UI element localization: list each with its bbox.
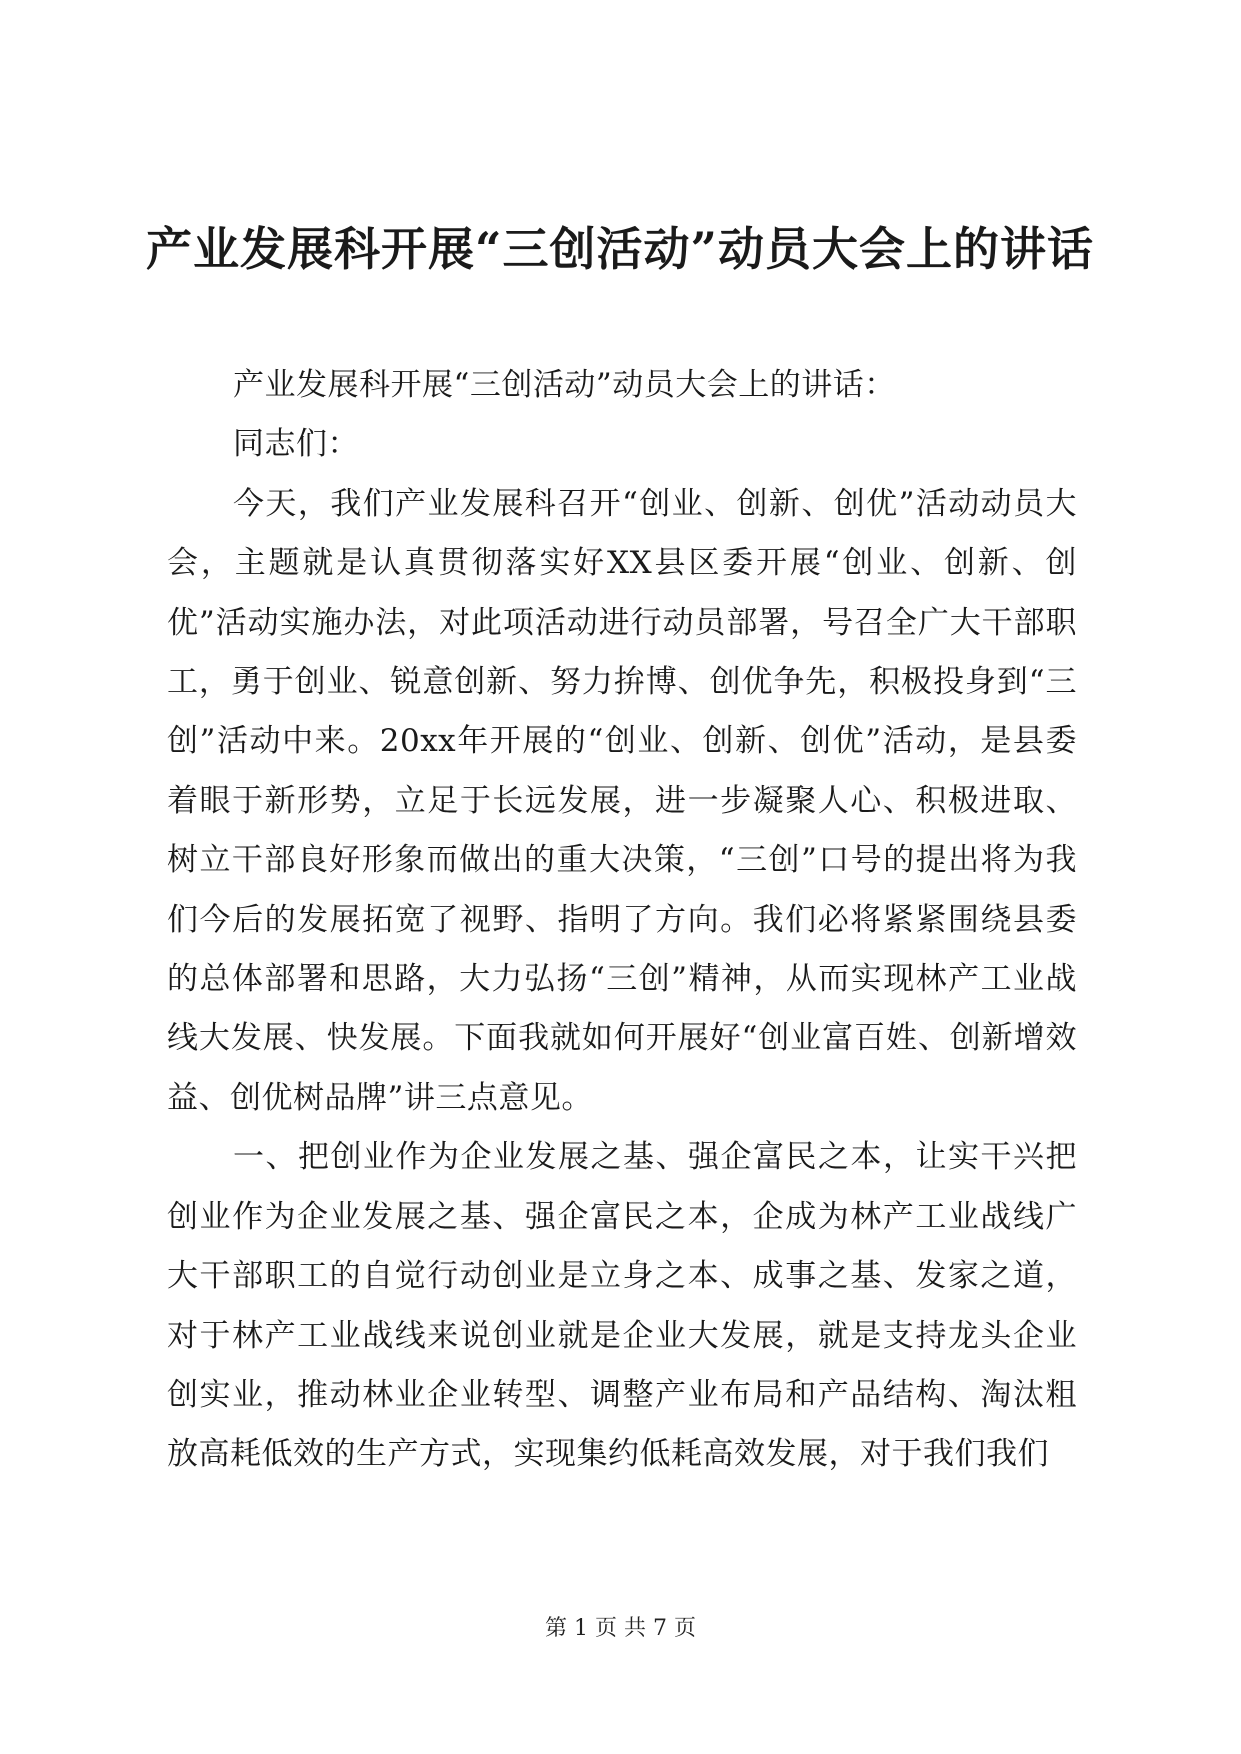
page-number: 第 1 页 共 7 页 [545, 1616, 696, 1641]
paragraph-intro: 今天，我们产业发展科召开“创业、创新、创优”活动动员大会，主题就是认真贯彻落实好XX县区委开展“创业、创新、创优”活动实施办法，对此项活动进行动员部署，号召全广大干部职工，勇于创业、锐意创新、努力拚博、创优争先，积极投身到“三创”活动中来。20xx年开展的“创业、创新、创优”活动，是县委着眼于新形势，立足于长远发展，进一步凝聚人心、积极进取、树立干部良好形象而做出的重大决策，“三创”口号的提出将为我们今后的发展拓宽了视野、指明了方向。我们必将紧紧围绕县委的总体部署和思路，大力弘扬“三创”精神，从而实现林产工业战线大发展、快发展。下面我就如何开展好“创业富百姓、创新增效益、创优树品牌”讲三点意见。 [167, 485, 1077, 1116]
paragraph-heading-repeat: 产业发展科开展“三创活动”动员大会上的讲话： [233, 367, 896, 403]
document-title: 产业发展科开展“三创活动”动员大会上的讲话 [146, 222, 1094, 276]
paragraph-point-one: 一、把创业作为企业发展之基、强企富民之本，让实干兴把创业作为企业发展之基、强企富民之本，企成为林产工业战线广大干部职工的自觉行动创业是立身之本、成事之基、发家之道，对于林产工业战线来说创业就是企业大发展，就是支持龙头企业创实业，推动林业企业转型、调整产业布局和产品结构、淘汰粗放高耗低效的生产方式，实现集约低耗高效发展，对于我们我们 [167, 1139, 1077, 1473]
paragraph-salutation: 同志们： [233, 426, 359, 463]
document-body [167, 356, 1077, 1485]
